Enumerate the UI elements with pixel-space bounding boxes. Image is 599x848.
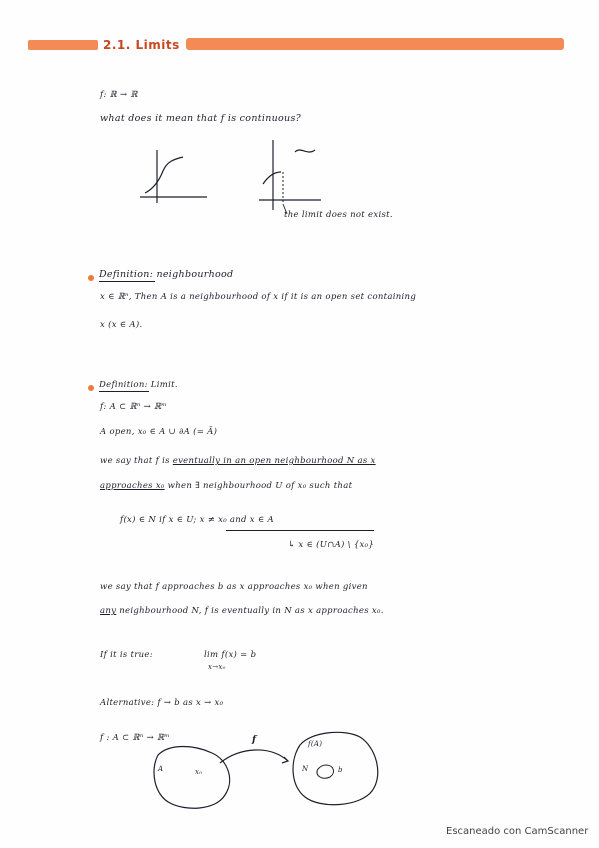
point-label-x0: x₀ xyxy=(195,768,203,776)
condition-line xyxy=(120,515,274,525)
final-map: f : A ⊂ ℝⁿ → ℝᵐ xyxy=(100,733,170,743)
limit-map: f: A ⊂ ℝⁿ → ℝᵐ xyxy=(100,402,167,412)
nbhd-label-n: N xyxy=(302,765,309,773)
image-label-fa: f(A) xyxy=(308,740,323,748)
bullet-limit xyxy=(88,385,94,391)
discontinuous-graph xyxy=(255,138,335,218)
continuity-question: what does it mean that f is continuous? xyxy=(100,113,302,124)
neighbourhood-heading: Definition: neighbourhood xyxy=(99,269,234,280)
approaches-line-1: we say that f approaches b as x approaches x₀ when given xyxy=(100,582,368,592)
approaches-line-2 xyxy=(100,606,384,616)
neighbourhood-line-1: x ∈ ℝⁿ, Then A is a neighbourhood of x if it is an open set containing xyxy=(100,292,417,302)
eventually-line-2-rest: when ∃ neighbourhood U of x₀ such that xyxy=(164,481,353,491)
bullet-neighbourhood xyxy=(88,275,94,281)
approaches-x0-phrase: approaches x₀ xyxy=(100,481,165,491)
neighbourhood-line-2: x (x ∈ A). xyxy=(100,320,143,330)
lim-subscript: x→x₀ xyxy=(208,663,226,671)
page-title: 2.1. Limits xyxy=(103,38,180,52)
alternative-line: Alternative: f → b as x → x₀ xyxy=(100,698,224,708)
lim-expression: lim f(x) = b xyxy=(204,650,257,660)
eventually-line-2 xyxy=(100,481,352,491)
arrow-label-f: f xyxy=(252,734,257,745)
condition-underline xyxy=(226,530,374,531)
domain-label-a: A xyxy=(158,765,164,773)
header-highlight-right xyxy=(186,38,564,50)
eventually-pre: we say that f is xyxy=(100,456,173,466)
limit-heading: Definition: Limit. xyxy=(99,380,178,390)
condition-right: x ≠ x₀ and x ∈ A xyxy=(199,515,274,525)
header-highlight-left xyxy=(28,40,98,50)
limit-heading-underline xyxy=(99,391,149,392)
condition-left: f(x) ∈ N if x ∈ U; xyxy=(120,515,200,525)
continuous-graph xyxy=(135,145,215,215)
mapping-diagram xyxy=(140,725,400,825)
eventually-phrase: eventually in an open neighbourhood N as x xyxy=(172,456,376,466)
condition-arrow: ↳ x ∈ (U∩A) \ {x₀} xyxy=(288,540,375,550)
map-line: f: ℝ → ℝ xyxy=(100,90,138,100)
eventually-line-1 xyxy=(100,456,376,466)
open-set-line: A open, x₀ ∈ A ∪ ∂A (= Ā) xyxy=(100,427,218,437)
neighbourhood-heading-underline xyxy=(99,281,155,282)
approaches-line-2-rest: neighbourhood N, f is eventually in N as x approaches x₀. xyxy=(116,606,384,616)
if-true-label: If it is true: xyxy=(100,650,153,660)
point-label-b: b xyxy=(338,766,343,774)
scanner-watermark: Escaneado con CamScanner xyxy=(446,826,589,837)
any-word: any xyxy=(100,606,117,616)
limit-not-exist-note: the limit does not exist. xyxy=(284,210,393,220)
